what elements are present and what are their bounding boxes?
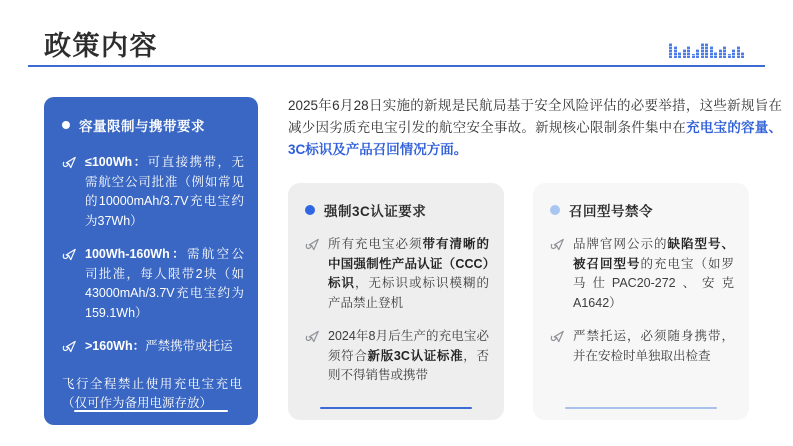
recall-ban-card <box>533 183 749 420</box>
bullet-dot-icon <box>62 121 70 129</box>
intro-highlight: 充电宝的容量、3C标识及产品召回情况方面。 <box>288 120 783 157</box>
capacity-limit-card <box>44 97 258 425</box>
capacity-card-title: 容量限制与携带要求 <box>79 119 205 134</box>
bullet-dot-icon <box>305 205 315 215</box>
cert-card-title: 强制3C认证要求 <box>324 204 427 219</box>
capacity-item <box>60 245 244 323</box>
capacity-item-text: 100Wh-160Wh：需航空公司批准，每人限带2块（如43000mAh/3.7V充电宝约为159.1Wh） <box>85 247 244 320</box>
paper-plane-icon <box>303 236 320 253</box>
paper-plane-icon <box>548 236 565 253</box>
cert-item <box>303 327 489 386</box>
header-divider <box>28 65 765 67</box>
capacity-item-text: >160Wh：严禁携带或托运 <box>85 339 233 353</box>
intro-text: 2025年6月28日实施的新规是民航局基于安全风险评估的必要举措，这些新规旨在减少因劣质充电宝引发的航空安全事故。新规核心限制条件集中在 <box>288 98 782 135</box>
paper-plane-icon <box>303 328 320 345</box>
paper-plane-icon <box>60 154 77 171</box>
recall-card-header <box>550 200 734 220</box>
cert-item-text: 2024年8月后生产的充电宝必须符合新版3C认证标准，否则不得销售或携带 <box>328 329 489 382</box>
intro-paragraph <box>288 95 782 161</box>
page-title: 政策内容 <box>44 31 158 61</box>
capacity-item <box>60 153 244 231</box>
card-underline <box>74 410 228 412</box>
paper-plane-icon <box>60 338 77 355</box>
cert-card-header <box>305 200 489 220</box>
recall-item <box>548 235 734 313</box>
recall-card-title: 召回型号禁令 <box>569 204 653 219</box>
paper-plane-icon <box>548 328 565 345</box>
capacity-item-text: ≤100Wh：可直接携带，无需航空公司批准（例如常见的10000mAh/3.7V充电宝约为37Wh） <box>85 155 244 228</box>
equalizer-icon <box>669 43 744 58</box>
ccc-certification-card <box>288 183 504 420</box>
cert-item <box>303 235 489 313</box>
capacity-item <box>60 337 244 357</box>
recall-item-text: 品牌官网公示的缺陷型号、被召回型号的充电宝（如罗马仕PAC20-272、安克A1642） <box>573 237 734 310</box>
capacity-card-note: 飞行全程禁止使用充电宝充电（仅可作为备用电源存放） <box>62 376 242 410</box>
card-underline <box>565 407 717 409</box>
bullet-dot-icon <box>550 205 560 215</box>
capacity-card-header <box>62 115 244 135</box>
recall-item-text: 严禁托运，必须随身携带，并在安检时单独取出检查 <box>573 329 734 363</box>
paper-plane-icon <box>60 246 77 263</box>
card-underline <box>320 407 472 409</box>
cert-item-text: 所有充电宝必须带有清晰的中国强制性产品认证（CCC）标识，无标识或标识模糊的产品禁止登机 <box>328 237 489 310</box>
recall-item <box>548 327 734 366</box>
